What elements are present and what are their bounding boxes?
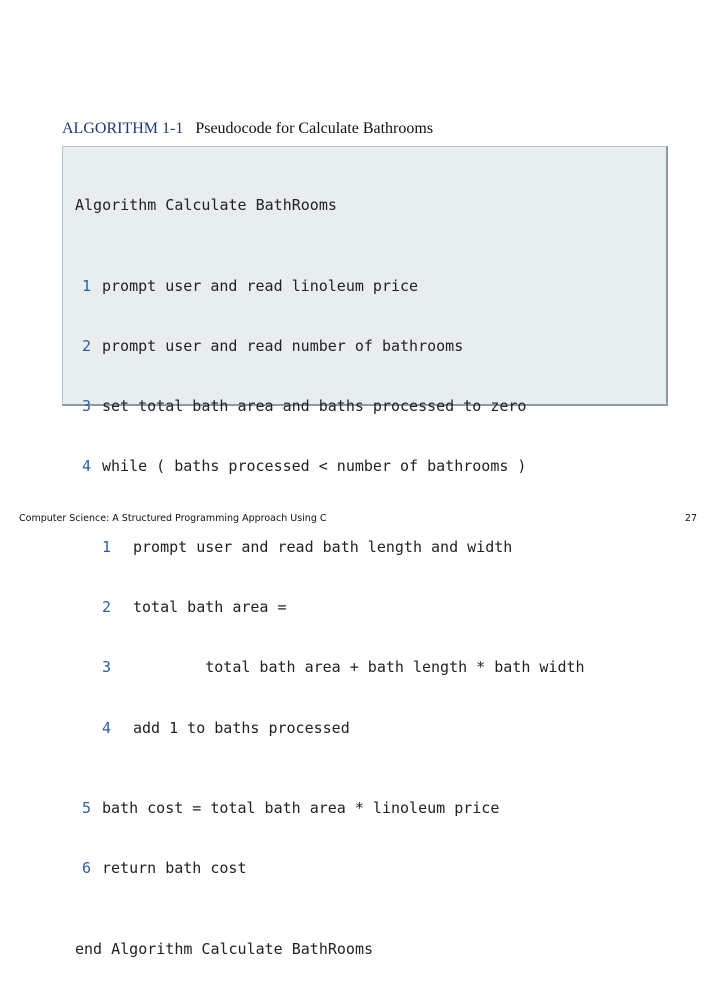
- line-number: 5: [82, 799, 92, 817]
- line-number: 1: [82, 276, 92, 295]
- algorithm-header: Algorithm Calculate BathRooms: [75, 196, 337, 215]
- line-number: 6: [82, 859, 92, 878]
- code-line: [75, 396, 585, 416]
- book-title-footer: Computer Science: A Structured Programming Approach Using C: [19, 513, 327, 524]
- algorithm-caption: [62, 120, 433, 138]
- line-text: prompt user and read linoleum price: [102, 276, 419, 295]
- line-text: while ( baths processed < number of bathrooms ): [102, 457, 527, 476]
- code-line-nested: [75, 718, 585, 738]
- line-text: bath cost = total bath area * linoleum price: [102, 799, 500, 817]
- line-text: total bath area =: [133, 598, 287, 617]
- code-line: [75, 456, 585, 476]
- line-number: 2: [82, 336, 92, 355]
- line-number: 3: [82, 397, 92, 416]
- pseudocode-listing: [75, 155, 585, 999]
- algorithm-end: end Algorithm Calculate BathRooms: [75, 939, 374, 958]
- code-line: [75, 276, 585, 296]
- line-number: 3: [102, 658, 112, 677]
- line-text: add 1 to baths processed: [133, 718, 350, 737]
- line-text: set total bath area and baths processed to zero: [102, 397, 527, 416]
- line-number: 4: [102, 718, 112, 737]
- code-line-nested: [75, 657, 585, 677]
- line-number: 2: [102, 598, 112, 617]
- line-text: prompt user and read bath length and width: [133, 537, 513, 556]
- algorithm-title: Pseudocode for Calculate Bathrooms: [195, 120, 434, 137]
- code-line: [75, 858, 585, 878]
- code-line: [75, 798, 585, 818]
- line-text: total bath area + bath length * bath width: [133, 658, 585, 677]
- line-text: prompt user and read number of bathrooms: [102, 336, 464, 355]
- algorithm-label: ALGORITHM 1-1: [62, 120, 184, 137]
- line-text: return bath cost: [102, 859, 247, 878]
- line-number: 1: [102, 537, 112, 556]
- line-number: 4: [82, 457, 92, 476]
- page-number: 27: [684, 513, 697, 524]
- code-line-nested: [75, 597, 585, 617]
- code-line: [75, 336, 585, 356]
